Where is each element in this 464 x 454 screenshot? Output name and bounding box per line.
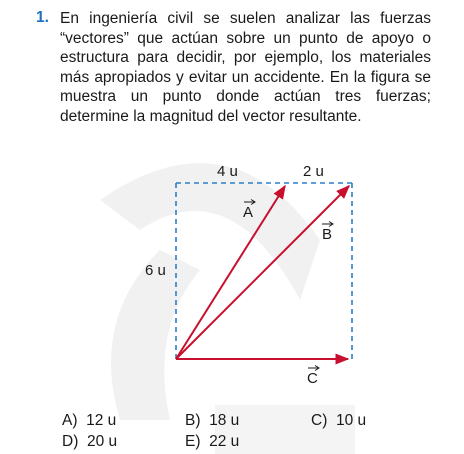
option-c[interactable] bbox=[311, 412, 366, 430]
option-e[interactable] bbox=[185, 433, 239, 451]
option-a-letter: A) bbox=[62, 412, 78, 429]
option-c-value: 10 u bbox=[335, 412, 367, 429]
label-2u: 2 u bbox=[303, 163, 324, 180]
option-d-value: 20 u bbox=[86, 433, 118, 450]
option-a[interactable] bbox=[62, 412, 116, 430]
option-e-letter: E) bbox=[185, 433, 201, 450]
vector-b-letter: B bbox=[322, 226, 333, 243]
vector-a-letter: A bbox=[243, 204, 254, 221]
vector-b-label bbox=[322, 222, 333, 244]
option-b[interactable] bbox=[185, 412, 239, 430]
question-number: 1. bbox=[36, 9, 49, 26]
option-e-value: 22 u bbox=[209, 433, 240, 450]
option-c-letter: C) bbox=[311, 412, 328, 429]
option-d[interactable] bbox=[62, 433, 117, 451]
label-4u: 4 u bbox=[217, 163, 238, 180]
vector-c-label bbox=[307, 366, 319, 388]
label-6u: 6 u bbox=[145, 262, 166, 279]
option-b-value: 18 u bbox=[209, 412, 240, 429]
question-text: En ingeniería civil se suelen analizar las fuerzas “vectores” que actúan sobre un punto de apoyo o estructura para decidir, por ejemplo, los materiales más apropiados y evitar un accidente. En la figura se muestra un punto donde actúan tres fuerzas; determine la magnitud del vector resultante. bbox=[60, 10, 431, 125]
vector-c-letter: C bbox=[307, 370, 318, 387]
option-a-value: 12 u bbox=[86, 412, 117, 429]
option-b-letter: B) bbox=[185, 412, 201, 429]
option-d-letter: D) bbox=[62, 433, 79, 450]
